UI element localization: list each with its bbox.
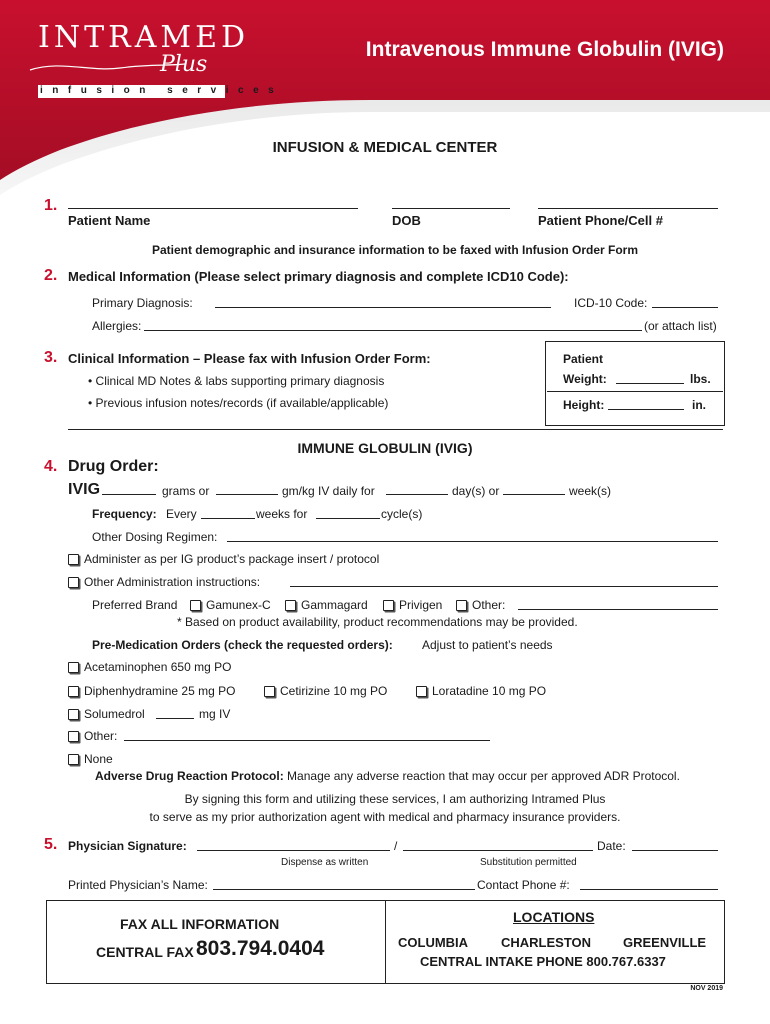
ivig-grams-field[interactable]: [102, 483, 156, 495]
primary-diagnosis-field[interactable]: [215, 296, 551, 308]
date-label: Date:: [597, 839, 626, 853]
brand-other-option[interactable]: [456, 598, 505, 612]
weight-unit: lbs.: [690, 372, 711, 386]
acetaminophen-option[interactable]: [68, 660, 231, 674]
diphenhydramine-option[interactable]: [68, 684, 235, 698]
dispense-caption: Dispense as written: [281, 857, 369, 868]
loratadine-checkbox[interactable]: [416, 686, 427, 697]
location-charleston: CHARLESTON: [501, 935, 592, 950]
other-premed-checkbox[interactable]: [68, 731, 79, 742]
brand-privigen-text: Privigen: [399, 598, 443, 612]
other-premed-field[interactable]: [124, 729, 490, 741]
premed-adjust: Adjust to patient’s needs: [422, 638, 553, 652]
other-premed-text: Other:: [84, 729, 118, 743]
brand-gamunex-checkbox[interactable]: [190, 600, 201, 611]
gm-kg-field[interactable]: [216, 483, 278, 495]
weeks-field[interactable]: [503, 483, 565, 495]
adr-label: Adverse Drug Reaction Protocol:: [95, 769, 284, 783]
logo-name: INTRAMED: [38, 20, 250, 55]
icd10-field[interactable]: [652, 296, 718, 308]
physician-signature-label: Physician Signature:: [68, 839, 187, 853]
solumedrol-unit: mg IV: [199, 707, 231, 721]
brand-gamunex-text: Gamunex-C: [206, 598, 271, 612]
location-columbia: COLUMBIA: [398, 935, 469, 950]
demographics-note: Patient demographic and insurance information to be faxed with Infusion Order Form: [151, 243, 639, 257]
logo-tagline: infusion services: [40, 85, 284, 96]
contact-phone-field[interactable]: [580, 878, 718, 890]
patient-box-divider: [547, 391, 723, 392]
footer-divider: [385, 901, 386, 983]
adr-protocol: [95, 769, 680, 783]
weight-field[interactable]: [616, 372, 684, 384]
patient-phone-label: Patient Phone/Cell #: [538, 213, 663, 228]
frequency-weeks-field[interactable]: [201, 507, 255, 519]
section-1-number: 1.: [44, 197, 58, 214]
signature-slash: /: [394, 839, 398, 853]
solumedrol-text: Solumedrol: [84, 707, 145, 721]
brand-privigen-option[interactable]: [383, 598, 442, 612]
brand-privigen-checkbox[interactable]: [383, 600, 394, 611]
printed-name-field[interactable]: [213, 878, 475, 890]
administer-protocol-text: Administer as per IG product’s package insert / protocol: [84, 552, 380, 566]
substitution-caption: Substitution permitted: [480, 857, 577, 868]
brand-gammagard-text: Gammagard: [301, 598, 368, 612]
grams-or-text: grams or: [162, 484, 210, 498]
other-admin-option[interactable]: [68, 575, 260, 589]
revision-date: NOV 2019: [690, 985, 723, 992]
center-title: INFUSION & MEDICAL CENTER: [272, 139, 498, 156]
preferred-brand-label: Preferred Brand: [92, 598, 178, 612]
solumedrol-option[interactable]: [68, 707, 145, 721]
other-admin-text: Other Administration instructions:: [84, 575, 261, 589]
brand-other-field[interactable]: [518, 598, 718, 610]
none-option[interactable]: [68, 752, 113, 766]
allergies-label: Allergies:: [92, 319, 142, 333]
page-title: Intravenous Immune Globulin (IVIG): [365, 38, 724, 61]
other-premed-option[interactable]: [68, 729, 117, 743]
authorization-line-1: By signing this form and utilizing these services, I am authorizing Intramed Plus: [184, 792, 606, 806]
intake-phone: [420, 954, 666, 969]
drug-order-title: Drug Order:: [68, 458, 159, 475]
fax-all-label: FAX ALL INFORMATION: [120, 916, 280, 932]
height-unit: in.: [692, 398, 706, 412]
section-3-number: 3.: [44, 349, 58, 366]
none-checkbox[interactable]: [68, 754, 79, 765]
height-label: Height:: [563, 398, 605, 412]
height-field[interactable]: [608, 398, 684, 410]
patient-name-label: Patient Name: [68, 213, 151, 228]
solumedrol-checkbox[interactable]: [68, 709, 79, 720]
allergies-field[interactable]: [144, 319, 642, 331]
clinical-bullet-2: • Previous infusion notes/records (if available/applicable): [88, 396, 389, 410]
brand-gammagard-option[interactable]: [285, 598, 368, 612]
contact-phone-label: Contact Phone #:: [477, 878, 570, 892]
brand-other-text: Other:: [472, 598, 506, 612]
premed-title: Pre-Medication Orders (check the requested orders):: [92, 638, 393, 652]
acetaminophen-text: Acetaminophen 650 mg PO: [84, 660, 232, 674]
loratadine-text: Loratadine 10 mg PO: [432, 684, 547, 698]
patient-name-field[interactable]: [68, 197, 358, 209]
location-greenville: GREENVILLE: [623, 935, 707, 950]
printed-name-label: Printed Physician’s Name:: [68, 878, 208, 892]
cetirizine-text: Cetirizine 10 mg PO: [280, 684, 388, 698]
dob-label: DOB: [392, 213, 421, 228]
loratadine-option[interactable]: [416, 684, 546, 698]
intake-number: 800.767.6337: [586, 954, 666, 969]
weeks-text: week(s): [569, 484, 612, 498]
allergies-suffix: (or attach list): [644, 319, 717, 333]
primary-diagnosis-label: Primary Diagnosis:: [92, 296, 193, 310]
brand-note: * Based on product availability, product recommendations may be provided.: [177, 615, 578, 629]
diphenhydramine-text: Diphenhydramine 25 mg PO: [84, 684, 236, 698]
patient-box-title: Patient: [563, 352, 604, 366]
cycles-text: cycle(s): [381, 507, 423, 521]
cycles-field[interactable]: [316, 507, 380, 519]
acetaminophen-checkbox[interactable]: [68, 662, 79, 673]
section-2-number: 2.: [44, 267, 58, 284]
central-fax-number: 803.794.0404: [196, 937, 325, 960]
patient-phone-field[interactable]: [538, 197, 718, 209]
clinical-bullet-1: • Clinical MD Notes & labs supporting primary diagnosis: [88, 374, 385, 388]
logo-plus: Plus: [160, 52, 208, 77]
solumedrol-dose-field[interactable]: [156, 707, 194, 719]
ivig-heading: IMMUNE GLOBULIN (IVIG): [297, 440, 473, 456]
frequency-label: Frequency:: [92, 507, 157, 521]
gm-kg-text: gm/kg IV daily for: [282, 484, 375, 498]
section-3-title: Clinical Information – Please fax with Infusion Order Form:: [68, 351, 431, 366]
authorization-line-2: to serve as my prior authorization agent with medical and pharmacy insurance providers.: [149, 810, 621, 824]
administer-protocol-checkbox[interactable]: [68, 554, 79, 565]
days-field[interactable]: [386, 483, 448, 495]
other-dosing-label: Other Dosing Regimen:: [92, 530, 218, 544]
other-dosing-field[interactable]: [227, 530, 718, 542]
brand-gamunex-option[interactable]: [190, 598, 271, 612]
none-text: None: [84, 752, 113, 766]
central-fax-label: CENTRAL FAX: [96, 944, 194, 960]
locations-title: LOCATIONS: [513, 909, 595, 925]
weeks-for-text: weeks for: [256, 507, 308, 521]
cetirizine-checkbox[interactable]: [264, 686, 275, 697]
section-4-divider: [68, 429, 723, 430]
section-4-number: 4.: [44, 458, 58, 475]
icd10-label: ICD-10 Code:: [574, 296, 648, 310]
section-2-title: Medical Information (Please select primary diagnosis and complete ICD10 Code):: [68, 269, 569, 284]
signature-substitution-field[interactable]: [403, 839, 593, 851]
signature-dispense-field[interactable]: [197, 839, 390, 851]
days-or-text: day(s) or: [452, 484, 500, 498]
adr-text: Manage any adverse reaction that may occur per approved ADR Protocol.: [287, 769, 680, 783]
brand-other-checkbox[interactable]: [456, 600, 467, 611]
cetirizine-option[interactable]: [264, 684, 387, 698]
administer-protocol-option[interactable]: [68, 552, 379, 566]
ivig-label: IVIG: [68, 481, 101, 498]
weight-label: Weight:: [563, 372, 607, 386]
other-admin-field[interactable]: [290, 575, 718, 587]
other-admin-checkbox[interactable]: [68, 577, 79, 588]
intake-label: CENTRAL INTAKE PHONE: [420, 954, 583, 969]
diphenhydramine-checkbox[interactable]: [68, 686, 79, 697]
brand-gammagard-checkbox[interactable]: [285, 600, 296, 611]
dob-field[interactable]: [392, 197, 510, 209]
every-text: Every: [166, 507, 197, 521]
date-field[interactable]: [632, 839, 718, 851]
section-5-number: 5.: [44, 836, 58, 853]
